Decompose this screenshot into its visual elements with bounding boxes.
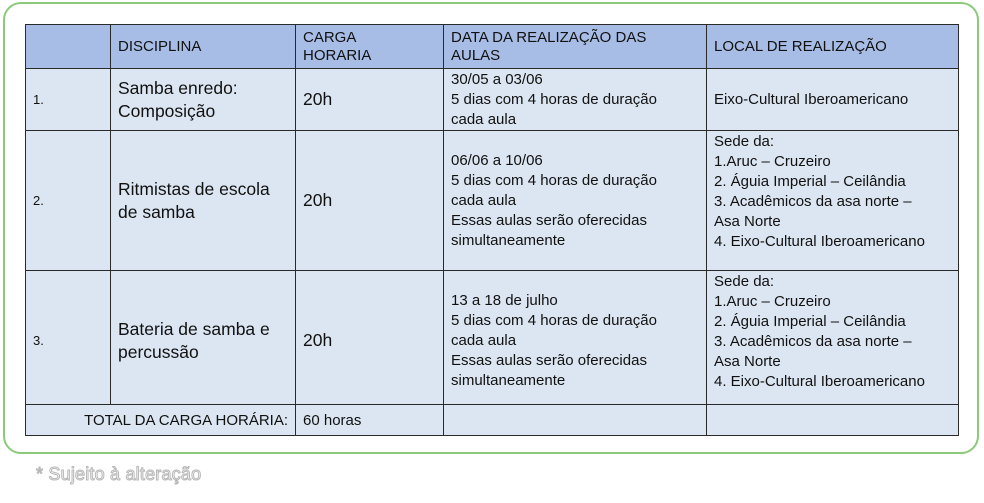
discipline-line: de samba	[118, 201, 195, 222]
location-line: 3. Acadêmicos da asa norte –	[714, 193, 912, 210]
location-line: Eixo-Cultural Iberoamericano	[714, 90, 909, 108]
dates-line: 5 dias com 4 horas de duração	[451, 311, 657, 329]
dates-line: Essas aulas serão oferecidas	[451, 351, 647, 369]
row-number: 1.	[26, 69, 111, 131]
dates-line: cada aula	[451, 111, 517, 128]
total-label: TOTAL DA CARGA HORÁRIA:	[26, 405, 296, 436]
dates-line: Essas aulas serão oferecidas	[451, 211, 647, 229]
total-table	[25, 404, 959, 436]
row-location	[707, 131, 959, 271]
location-line: 2. Águia Imperial – Ceilândia	[714, 313, 906, 330]
location-line: Sede da:	[714, 273, 775, 290]
location-line: Sede da:	[714, 133, 775, 150]
header-dates-line: DATA DA REALIZAÇÃO DAS	[451, 28, 647, 46]
location-line: 4. Eixo-Cultural Iberoamericano	[714, 373, 925, 390]
header-dates-line: AULAS	[451, 46, 501, 64]
dates-line: 30/05 a 03/06	[451, 71, 543, 88]
footnote: * Sujeito à alteração	[36, 464, 202, 484]
row-dates	[444, 131, 707, 271]
total-empty-cell	[707, 405, 959, 436]
dates-line: cada aula	[451, 331, 517, 349]
row-hours: 20h	[296, 131, 444, 271]
row-hours: 20h	[296, 271, 444, 411]
header-hours	[296, 25, 444, 69]
schedule-table	[25, 24, 959, 411]
row-number: 2.	[26, 131, 111, 271]
location-line: Asa Norte	[714, 213, 781, 230]
header-discipline: DISCIPLINA	[111, 25, 296, 69]
location-line: 2. Águia Imperial – Ceilândia	[714, 173, 906, 190]
total-empty-cell	[444, 405, 707, 436]
row-discipline	[111, 69, 296, 131]
discipline-line: percussão	[118, 341, 199, 362]
dates-line: simultaneamente	[451, 371, 566, 389]
location-line: 3. Acadêmicos da asa norte –	[714, 333, 912, 350]
row-number: 3.	[26, 271, 111, 411]
dates-line: 06/06 a 10/06	[451, 151, 543, 169]
header-location: LOCAL DE REALIZAÇÃO	[707, 25, 959, 69]
header-hours-line: CARGA	[303, 28, 357, 46]
header-number	[26, 25, 111, 69]
row-dates	[444, 271, 707, 411]
discipline-line: Composição	[118, 100, 216, 121]
location-line: 4. Eixo-Cultural Iberoamericano	[714, 233, 925, 250]
location-line: 1.Aruc – Cruzeiro	[714, 153, 831, 170]
table-row	[26, 271, 959, 411]
dates-line: 13 a 18 de julho	[451, 291, 558, 309]
dates-line: simultaneamente	[451, 231, 566, 249]
header-hours-line: HORARIA	[303, 46, 372, 64]
discipline-line: Ritmistas de escola	[118, 178, 270, 199]
row-discipline	[111, 131, 296, 271]
row-location	[707, 69, 959, 131]
row-dates	[444, 69, 707, 131]
dates-line: 5 dias com 4 horas de duração	[451, 171, 657, 189]
header-dates	[444, 25, 707, 69]
row-discipline	[111, 271, 296, 411]
location-line: 1.Aruc – Cruzeiro	[714, 293, 831, 310]
location-line: Asa Norte	[714, 353, 781, 370]
table-row	[26, 69, 959, 131]
dates-line: 5 dias com 4 horas de duração	[451, 91, 657, 108]
dates-line: cada aula	[451, 191, 517, 209]
total-row	[26, 405, 959, 436]
discipline-line: Samba enredo:	[118, 77, 238, 98]
total-value: 60 horas	[296, 405, 444, 436]
row-hours: 20h	[296, 69, 444, 131]
header-row	[26, 25, 959, 69]
table-row	[26, 131, 959, 271]
discipline-line: Bateria de samba e	[118, 318, 270, 339]
row-location	[707, 271, 959, 411]
